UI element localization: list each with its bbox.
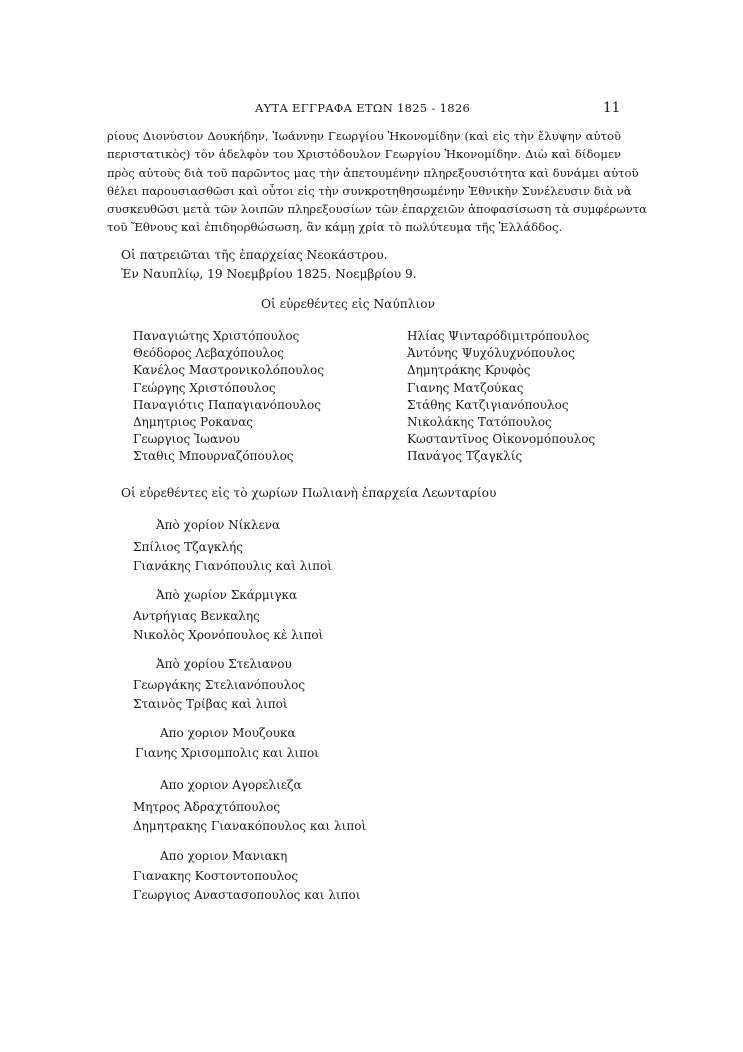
village-name-line: Γιανης Χρισομπολις και λιποι bbox=[135, 746, 319, 760]
nafplio-left-column bbox=[133, 328, 324, 466]
village-name-line: Γεωργάκης Στελιανόπουλος bbox=[133, 678, 306, 692]
village-name-line: Γεωργιος Αναστασοπουλος και λιποι bbox=[133, 888, 361, 902]
body-paragraph bbox=[107, 127, 648, 237]
list-item: Γιανης Ματζούκας bbox=[407, 380, 524, 395]
list-item: Γεωργιος Ἰωανου bbox=[133, 432, 240, 447]
list-item: Γεώργης Χριστόπουλος bbox=[133, 380, 276, 395]
list-item: Δημητράκης Κρυφὸς bbox=[407, 363, 531, 378]
list-item: Θεόδορος Λεβαχόπουλος bbox=[133, 346, 284, 361]
village-name-line: Σπίλιος Τζαγκλής bbox=[133, 540, 243, 554]
paragraph-line: ρίους Διονύσιον Δουκήδην, Ἰωάννην Γεωργίου Ἡκονομίδην (καὶ εἰς τὴν ἔλυψην αὐτοῦ bbox=[107, 129, 621, 143]
list-item: Κωσταντῖνος Οἰκονομόπουλος bbox=[407, 432, 596, 447]
villages-heading: Οἱ εὑρεθέντες εἰς τὸ χωρίων Πωλιανὴ ἐπαρχεία Λεωνταρίου bbox=[121, 486, 497, 500]
paragraph-line: περιστατικὸς) τὸν ἀδελφὸν του Χριστόδουλον Γεωργίου Ἡκονομίδην. Διὼ καὶ δίδομεν bbox=[107, 147, 621, 162]
village-heading: Ἀπὸ χωρίον Σκάρμιγκα bbox=[156, 588, 298, 602]
village-name-line: Μητρος Ἀδραχτόπουλος bbox=[133, 800, 281, 814]
list-item: Παναγιότις Παπαγιανόπουλος bbox=[133, 397, 321, 412]
nafplio-heading: Οἱ εὑρεθέντες εἰς Ναύπλιον bbox=[261, 297, 436, 311]
paragraph-line: συσκευθῶσι μετὰ τῶν λοιπῶν πληρεξουσίων τῶν ἐπαρχειῶν ἀποφασίσωση τὰ συμφέρωντα bbox=[107, 202, 648, 217]
date-line: Ἐν Ναυπλίῳ, 19 Νοεμβρίου 1825. Νοεμβρίου 9. bbox=[121, 267, 417, 281]
list-item: Παναγιώτης Χριστόπουλος bbox=[133, 329, 300, 343]
list-item: Ηλίας Ψινταρόδιμιτρόπουλος bbox=[407, 329, 590, 343]
list-item: Στάθης Κατζιγιανόπουλος bbox=[407, 397, 569, 412]
list-item: Κανέλος Μαστρονικολόπουλος bbox=[133, 363, 324, 378]
paragraph-line: πρὸς αὐτοὺς διὰ τοῦ παρῶντος μας τὴν ἀπετουμένην πληρεξουσιότητα καὶ δυνάμει αὐτοῦ bbox=[107, 165, 639, 180]
village-name-line: Γιανάκης Γιανόπουλις καὶ λιποὶ bbox=[133, 559, 332, 573]
paragraph-line: τοῦ Ἔθνους καὶ ἐπιδηορθώσωση, ἂν κάμῃ χρία τὸ πωλύτευμα τῆς Ἑλλάδδος. bbox=[107, 220, 563, 235]
list-item: Νικολάκης Τατόπουλος bbox=[407, 414, 552, 429]
list-item: Πανάγος Τζαγκλίς bbox=[407, 449, 523, 464]
village-name-line: Αντρήγιας Βενκαλης bbox=[133, 609, 260, 623]
village-heading: Απο χοριον Μουζουκα bbox=[160, 726, 296, 740]
village-heading: Ἀπὸ χορίον Νίκλενα bbox=[156, 518, 281, 532]
signatories-line: Οἱ πατρειῶται τῆς ἐπαρχείας Νεοκάστρου. bbox=[121, 248, 388, 262]
list-item: Δημητριος Ροκανας bbox=[133, 414, 254, 429]
page-number: 11 bbox=[603, 100, 621, 116]
village-name-line: Σταινὸς Τρίβας καὶ λιποὶ bbox=[133, 697, 288, 711]
village-heading: Ἀπὸ χορίου Στελιανου bbox=[156, 657, 292, 671]
list-item: Σταθις Μπουρναζόπουλος bbox=[133, 449, 294, 464]
list-item: Ἀντόνης Ψυχόλυχνόπουλος bbox=[407, 346, 575, 361]
village-name-line: Δημητρακης Γιανακόπουλος και λιποὶ bbox=[133, 819, 367, 833]
village-name-line: Γιανακης Κοστοντοπουλος bbox=[133, 869, 299, 883]
village-name-line: Νικολὸς Χρονόπουλος κὲ λιποὶ bbox=[133, 628, 324, 642]
paragraph-line: θέλει παρουσιασθῶσι καὶ οὗτοι εἰς τὴν συνκροτηθησωμένην Ἐθνικὴν Συνέλευσιν διὰ νὰ bbox=[107, 183, 632, 198]
nafplio-right-column bbox=[407, 328, 595, 466]
village-heading: Απο χοριον Μανιακη bbox=[160, 849, 288, 863]
village-heading: Απο χοριον Αγορελιεζα bbox=[160, 778, 302, 792]
running-header-title: ΑΥΤΑ ΕΓΓΡΑΦΑ ΕΤΩΝ 1825 - 1826 bbox=[255, 101, 471, 115]
